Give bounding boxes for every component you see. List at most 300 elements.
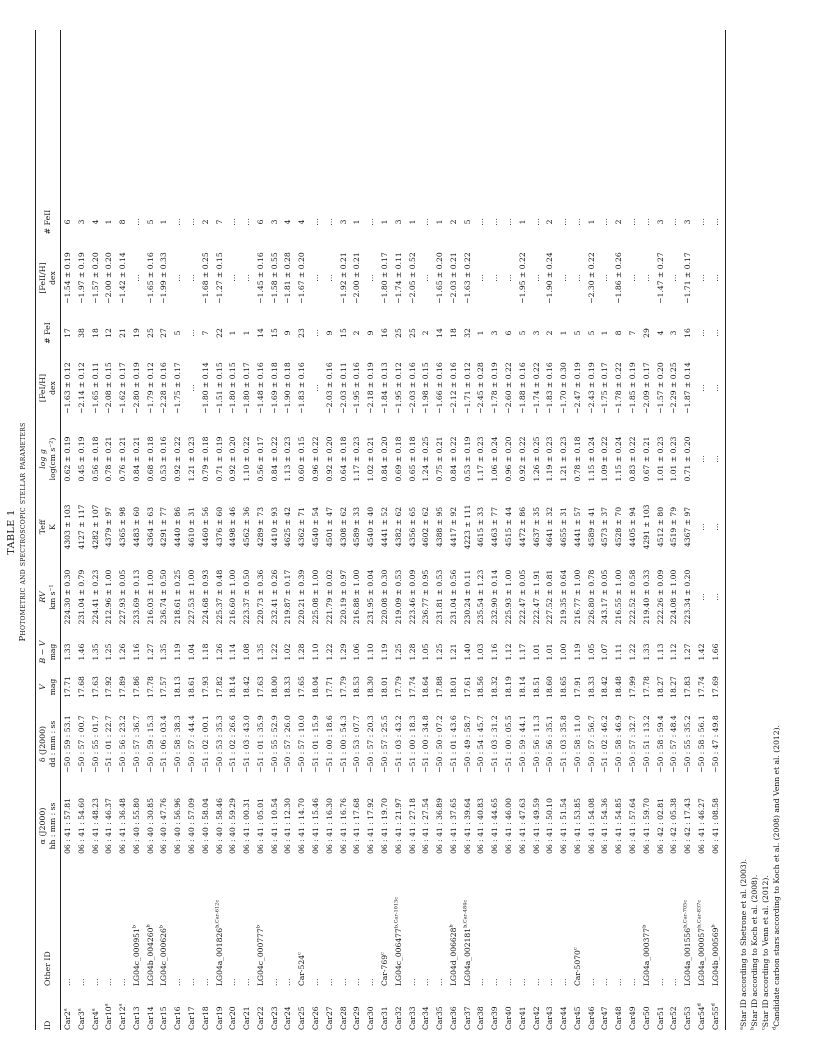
row-id <box>449 990 458 1030</box>
row-id-text: Car15 <box>159 1006 169 1030</box>
table-number: TABLE 1 <box>6 509 17 555</box>
footnote-mark: a <box>738 1027 745 1030</box>
row-value: 06 : 40 : 57.09 <box>187 798 197 854</box>
row-value: 14 <box>255 328 265 338</box>
row-value: 1.19 <box>173 643 183 661</box>
row-value: 0.56 ± 0.18 <box>90 436 100 482</box>
row-id <box>187 990 196 1030</box>
row-value: 4362 ± 71 <box>297 506 307 548</box>
row-value: 17.79 <box>338 676 348 698</box>
row-value: 230.24 ± 0.11 <box>462 569 472 625</box>
row-other-id-text: … <box>421 978 431 986</box>
row-value: 4 <box>90 219 100 225</box>
row-id <box>600 990 609 1030</box>
row-value: −1.45 ± 0.16 <box>255 252 265 304</box>
row-id-text: Car3 <box>76 1011 86 1030</box>
row-value: 232.41 ± 0.26 <box>269 569 279 625</box>
row-id <box>242 990 251 1030</box>
row-value: 219.09 ± 0.53 <box>393 569 403 625</box>
row-value: −50 : 47 : 49.8 <box>710 715 720 773</box>
row-value: … <box>696 329 706 337</box>
row-value: 4303 ± 103 <box>63 504 72 550</box>
row-value: 18.65 <box>559 676 569 698</box>
row-value: 1.10 <box>366 643 376 661</box>
row-value: 1.25 <box>104 643 114 661</box>
row-value: −1.88 ± 0.16 <box>517 362 527 414</box>
row-value: −1.99 ± 0.33 <box>159 252 169 304</box>
row-value: 4440 ± 86 <box>173 506 183 548</box>
row-value: 0.69 ± 0.18 <box>393 436 403 482</box>
row-value: 1.33 <box>63 643 72 661</box>
row-value: 2 <box>448 219 458 225</box>
row-value: 18.61 <box>187 676 197 698</box>
row-value: 0.60 ± 0.15 <box>297 436 307 482</box>
row-value: 06 : 41 : 51.54 <box>559 798 569 854</box>
row-value: −1.65 ± 0.16 <box>145 252 155 304</box>
row-value: −50 : 49 : 58.7 <box>462 715 472 773</box>
row-other-id <box>587 868 596 986</box>
row-other-id-note: b,Car-612c <box>214 899 221 928</box>
row-value: 4291 ± 77 <box>159 506 169 548</box>
row-id <box>283 990 292 1030</box>
row-other-id <box>297 868 306 986</box>
row-value: … <box>242 274 252 282</box>
row-value: … <box>242 218 252 226</box>
row-value: −2.43 ± 0.19 <box>586 362 596 414</box>
row-other-id <box>545 868 554 986</box>
row-value: 0.62 ± 0.19 <box>63 436 72 482</box>
row-id <box>380 990 389 1030</box>
row-other-id-text: LG04b_000569 <box>710 927 720 986</box>
row-value: 1 <box>600 330 610 336</box>
row-other-id-text: … <box>311 978 321 986</box>
row-value: 1.09 ± 0.22 <box>600 436 610 482</box>
row-value: 1 <box>407 219 417 225</box>
row-value: … <box>600 218 610 226</box>
row-other-id <box>435 868 444 986</box>
row-value: 1.07 <box>600 643 610 661</box>
row-other-id <box>642 868 651 986</box>
row-value: 1.21 ± 0.23 <box>187 436 197 482</box>
row-value: 1.11 <box>614 643 624 661</box>
row-value: … <box>503 274 513 282</box>
row-value: … <box>710 329 720 337</box>
row-value: 7 <box>627 330 637 336</box>
row-value: −1.87 ± 0.14 <box>683 362 693 414</box>
row-value: −50 : 51 : 13.2 <box>641 715 651 773</box>
row-value: 06 : 40 : 30.85 <box>145 798 155 854</box>
row-value: 4655 ± 31 <box>559 506 569 548</box>
row-value: 4615 ± 33 <box>476 506 486 548</box>
row-other-id-text: LG04c_000777 <box>255 928 265 986</box>
row-value: … <box>490 218 500 226</box>
row-id <box>201 990 210 1030</box>
row-value: … <box>187 218 197 226</box>
row-value: −2.00 ± 0.21 <box>352 252 362 304</box>
row-id-text: Car51 <box>655 1006 665 1030</box>
row-other-id <box>683 868 692 986</box>
row-value: 06 : 41 : 00.31 <box>242 798 252 854</box>
row-id-text: Car44 <box>559 1006 569 1030</box>
row-value: 0.45 ± 0.19 <box>76 436 86 482</box>
row-value: −2.08 ± 0.15 <box>104 362 114 414</box>
row-id-text: Car53 <box>683 1006 693 1030</box>
row-value: 15 <box>269 328 279 338</box>
row-id-text: Car39 <box>490 1006 500 1030</box>
row-other-id-text: LG04a_001826 <box>214 927 224 986</box>
row-value: 25 <box>145 328 155 338</box>
row-value: 12 <box>104 328 114 338</box>
row-value: −51 : 00 : 05.5 <box>503 715 513 773</box>
row-value: −51 : 02 : 26.6 <box>228 715 238 773</box>
row-value: 6 <box>503 330 513 336</box>
row-value: 7 <box>214 219 224 225</box>
row-value: 17.68 <box>76 676 86 698</box>
row-id <box>545 990 554 1030</box>
row-value: 3 <box>490 330 500 336</box>
row-value: 8 <box>614 330 624 336</box>
row-value: … <box>559 274 569 282</box>
row-value: 232.90 ± 0.14 <box>490 569 500 625</box>
row-value: 18.01 <box>379 676 389 698</box>
row-value: 06 : 41 : 40.83 <box>476 798 486 854</box>
row-value: −2.28 ± 0.16 <box>159 362 169 414</box>
row-value: −51 : 01 : 43.6 <box>448 715 458 773</box>
row-other-id-note: b,Car-837c <box>696 899 703 928</box>
row-value: 4519 ± 79 <box>669 506 679 548</box>
row-other-id-text: LG04d_006628 <box>448 927 458 986</box>
row-other-id <box>449 868 458 986</box>
header-10: # FeI <box>43 322 52 344</box>
row-value: −1.83 ± 0.16 <box>297 362 307 414</box>
row-value: … <box>311 329 321 337</box>
row-value: −1.63 ± 0.12 <box>63 362 72 414</box>
row-value: 06 : 41 : 39.64 <box>462 798 472 854</box>
row-value: 220.08 ± 0.30 <box>379 569 389 625</box>
row-value: 1 <box>104 219 114 225</box>
row-value: 06 : 42 : 05.38 <box>669 798 679 854</box>
row-value: 06 : 41 : 08.58 <box>710 798 720 854</box>
row-value: 18.48 <box>614 676 624 698</box>
row-other-id <box>408 868 417 986</box>
row-value: 29 <box>641 328 651 338</box>
row-value: … <box>696 274 706 282</box>
header-11: [FeII/H] <box>38 262 47 294</box>
row-id-text: Car10 <box>104 1006 114 1030</box>
row-other-id-text: LG04a_000057 <box>696 927 706 986</box>
row-id <box>104 990 113 1030</box>
row-id-text: Car47 <box>600 1006 610 1030</box>
row-value: 0.84 ± 0.22 <box>269 436 279 482</box>
row-value: 1.25 <box>393 643 403 661</box>
row-value: 4589 ± 33 <box>352 506 362 548</box>
row-value: 06 : 41 : 27.54 <box>421 798 431 854</box>
footnote-mark: d <box>771 1026 778 1030</box>
row-id <box>394 990 403 1030</box>
row-value: … <box>696 523 706 531</box>
row-id-text: Car40 <box>503 1006 513 1030</box>
row-value: −50 : 57 : 44.4 <box>187 715 197 773</box>
row-value: −50 : 53 : 07.7 <box>352 715 362 773</box>
row-value: 220.19 ± 0.97 <box>338 569 348 625</box>
row-value: 4308 ± 62 <box>338 506 348 548</box>
row-value: 1 <box>228 330 238 336</box>
row-id-text: Car33 <box>407 1006 417 1030</box>
row-value: 4382 ± 62 <box>393 506 403 548</box>
row-value: 06 : 41 : 46.27 <box>696 798 706 854</box>
row-value: −1.57 ± 0.20 <box>90 252 100 304</box>
row-value: −1.80 ± 0.17 <box>242 362 252 414</box>
row-id <box>656 990 665 1030</box>
header-unit-4: mag <box>48 678 57 696</box>
row-value: 27 <box>159 328 169 338</box>
row-value: 4417 ± 92 <box>448 506 458 548</box>
row-other-id <box>697 868 706 986</box>
header-9: [FeI/H] <box>38 373 47 403</box>
row-other-id-text: … <box>627 978 637 986</box>
row-id <box>669 990 678 1030</box>
row-other-id <box>270 868 279 986</box>
row-other-id-text: … <box>118 978 128 986</box>
row-other-id-note: c <box>379 952 386 955</box>
row-value: 18.64 <box>421 676 431 698</box>
row-value: … <box>173 218 183 226</box>
row-other-id-text: … <box>352 978 362 986</box>
row-value: 4589 ± 41 <box>586 506 596 548</box>
row-value: 15 <box>338 328 348 338</box>
row-value: 17.83 <box>683 676 693 698</box>
row-other-id <box>366 868 375 986</box>
row-value: −1.65 ± 0.11 <box>90 362 100 414</box>
row-value: 2 <box>200 219 210 225</box>
row-value: −2.80 ± 0.19 <box>131 362 141 414</box>
row-value: −1.78 ± 0.22 <box>614 362 624 414</box>
row-value: … <box>131 218 141 226</box>
row-other-id-note: b <box>448 924 455 928</box>
row-value: −1.62 ± 0.17 <box>118 362 128 414</box>
row-id <box>215 990 224 1030</box>
row-other-id <box>215 868 224 986</box>
row-value: −1.97 ± 0.19 <box>76 252 86 304</box>
row-value: 1.29 <box>338 643 348 661</box>
row-id <box>697 990 706 1030</box>
row-other-id-text: LG04c_006477 <box>393 928 403 986</box>
row-other-id <box>201 868 210 986</box>
row-other-id-text: … <box>435 978 445 986</box>
row-other-id <box>614 868 623 986</box>
row-value: −50 : 59 : 15.3 <box>145 715 155 773</box>
row-value: −50 : 55 : 52.9 <box>269 715 279 773</box>
row-other-id-text: … <box>476 978 486 986</box>
row-other-id <box>711 868 720 986</box>
header-12: # FeII <box>43 209 52 235</box>
row-value: 06 : 41 : 46.37 <box>104 798 114 854</box>
row-id-text: Car2 <box>63 1011 72 1030</box>
row-id-text: Car18 <box>200 1006 210 1030</box>
row-value: 3 <box>655 219 665 225</box>
row-id-text: Car31 <box>379 1006 389 1030</box>
row-id-note: a <box>117 1003 124 1007</box>
row-value: 1.42 <box>696 643 706 661</box>
row-value: −1.63 ± 0.22 <box>462 252 472 304</box>
row-value: 1.22 <box>324 643 334 661</box>
row-value: 4441 ± 52 <box>379 506 389 548</box>
row-value: 4410 ± 93 <box>269 506 279 548</box>
row-value: 1 <box>159 219 169 225</box>
row-value: 06 : 41 : 14.70 <box>297 798 307 854</box>
row-value: 2 <box>352 330 362 336</box>
row-id <box>325 990 334 1030</box>
row-value: −1.80 ± 0.14 <box>200 362 210 414</box>
row-value: 227.53 ± 1.00 <box>187 569 197 625</box>
row-value: 17.63 <box>255 676 265 698</box>
row-value: 2 <box>421 330 431 336</box>
row-value: 219.35 ± 0.64 <box>559 569 569 625</box>
row-value: 18.42 <box>600 676 610 698</box>
row-value: −2.03 ± 0.21 <box>448 252 458 304</box>
row-id <box>311 990 320 1030</box>
row-value: 18.04 <box>311 676 321 698</box>
row-other-id-text: … <box>614 978 624 986</box>
row-value: 231.81 ± 0.53 <box>435 569 445 625</box>
row-other-id-text: LG04a_002181 <box>462 927 472 986</box>
row-value: … <box>503 218 513 226</box>
row-other-id <box>63 868 72 986</box>
row-id <box>256 990 265 1030</box>
row-value: … <box>669 218 679 226</box>
row-value: −50 : 56 : 11.3 <box>531 715 541 773</box>
header-unit-2: hh : mm : ss <box>48 802 57 850</box>
row-value: −50 : 57 : 36.7 <box>131 715 141 773</box>
row-id <box>614 990 623 1030</box>
header-unit-8: log(cm s⁻²) <box>48 437 57 481</box>
row-value: 06 : 41 : 54.60 <box>76 798 86 854</box>
header-5: B − V <box>38 640 47 664</box>
row-other-id-text: … <box>503 978 513 986</box>
row-other-id-text: LG04a_000377 <box>641 927 651 986</box>
row-value: 1.28 <box>297 643 307 661</box>
row-value: 219.87 ± 0.17 <box>283 569 293 625</box>
row-id-text: Car46 <box>586 1006 596 1030</box>
row-value: 6 <box>63 219 72 225</box>
row-value: 5 <box>173 330 183 336</box>
row-value: 06 : 41 : 47.63 <box>517 798 527 854</box>
row-value: 0.92 ± 0.20 <box>228 436 238 482</box>
row-id-text: Car26 <box>311 1006 321 1030</box>
row-value: 17.91 <box>572 676 582 698</box>
row-value: 224.41 ± 0.23 <box>90 569 100 625</box>
row-id-text: Car38 <box>476 1006 486 1030</box>
header-unit-7: K <box>48 524 57 530</box>
row-value: 17.89 <box>118 676 128 698</box>
row-id-text: Car34 <box>421 1006 431 1030</box>
row-value: 18 <box>448 328 458 338</box>
row-value: 3 <box>531 330 541 336</box>
row-other-id-text: … <box>586 978 596 986</box>
row-value: 17.74 <box>696 676 706 698</box>
row-id-text: Car48 <box>614 1006 624 1030</box>
row-id-text: Car27 <box>324 1006 334 1030</box>
row-value: … <box>696 384 706 392</box>
row-id-text: Car30 <box>366 1006 376 1030</box>
header-7: Teff <box>38 519 47 535</box>
row-value: 223.37 ± 0.50 <box>242 569 252 625</box>
row-value: 4388 ± 95 <box>435 506 445 548</box>
row-value: 226.80 ± 0.78 <box>586 569 596 625</box>
row-value: 1 <box>559 330 569 336</box>
row-value: 220.21 ± 0.39 <box>297 569 307 625</box>
row-value: −2.14 ± 0.12 <box>76 362 86 414</box>
row-other-id <box>173 868 182 986</box>
row-value: 4460 ± 56 <box>200 506 210 548</box>
row-value: 0.78 ± 0.21 <box>104 436 114 482</box>
row-value: 1.04 <box>187 643 197 661</box>
row-value: −51 : 02 : 46.2 <box>600 715 610 773</box>
row-id <box>490 990 499 1030</box>
row-value: −51 : 01 : 15.9 <box>311 715 321 773</box>
row-id-note: d <box>696 1003 703 1007</box>
table-top-rule <box>35 30 36 1030</box>
row-value: 06 : 41 : 53.85 <box>572 798 582 854</box>
row-value: 0.64 ± 0.18 <box>338 436 348 482</box>
row-id-note: a <box>76 1008 83 1012</box>
row-value: … <box>173 274 183 282</box>
footnote-mark: b <box>749 1026 756 1030</box>
row-other-id <box>669 868 678 986</box>
row-other-id-note: c <box>572 947 579 951</box>
row-other-id <box>159 868 168 986</box>
row-value: 4528 ± 70 <box>614 506 624 548</box>
row-value: … <box>187 274 197 282</box>
row-value: 1.17 <box>517 643 527 661</box>
row-value: 4498 ± 46 <box>228 506 238 548</box>
row-value: 216.03 ± 1.00 <box>145 569 155 625</box>
row-other-id <box>256 868 265 986</box>
row-value: 3 <box>669 330 679 336</box>
row-value: 06 : 41 : 57.64 <box>627 798 637 854</box>
row-value: 2 <box>545 330 555 336</box>
row-value: 4127 ± 117 <box>76 504 86 550</box>
row-other-id-text: LG04a_001556 <box>683 927 693 986</box>
row-id-text: Car42 <box>531 1006 541 1030</box>
row-value: … <box>696 218 706 226</box>
row-value: 1.00 <box>559 643 569 661</box>
header-6: RV <box>38 591 47 603</box>
row-value: 0.68 ± 0.18 <box>145 436 155 482</box>
row-value: 220.73 ± 0.36 <box>255 569 265 625</box>
row-value: … <box>366 218 376 226</box>
row-value: … <box>531 274 541 282</box>
row-value: −50 : 59 : 44.1 <box>517 715 527 773</box>
row-value: 4641 ± 32 <box>545 506 555 548</box>
row-value: 4602 ± 62 <box>421 506 431 548</box>
row-value: 06 : 41 : 12.30 <box>283 798 293 854</box>
row-value: 06 : 41 : 05.01 <box>255 798 265 854</box>
row-value: 236.74 ± 0.50 <box>159 569 169 625</box>
row-id <box>683 990 692 1030</box>
row-value: 1.06 ± 0.24 <box>490 436 500 482</box>
row-value: 06 : 41 : 50.10 <box>545 798 555 854</box>
row-value: 18.33 <box>283 676 293 698</box>
row-other-id-text: … <box>90 978 100 986</box>
row-other-id <box>490 868 499 986</box>
row-id-text: Car45 <box>572 1006 582 1030</box>
row-value: 17.71 <box>324 676 334 698</box>
row-value: 18.53 <box>352 676 362 698</box>
row-value: −51 : 06 : 03.4 <box>159 715 169 773</box>
row-value: 4223 ± 111 <box>462 504 472 550</box>
row-value: 1 <box>379 219 389 225</box>
